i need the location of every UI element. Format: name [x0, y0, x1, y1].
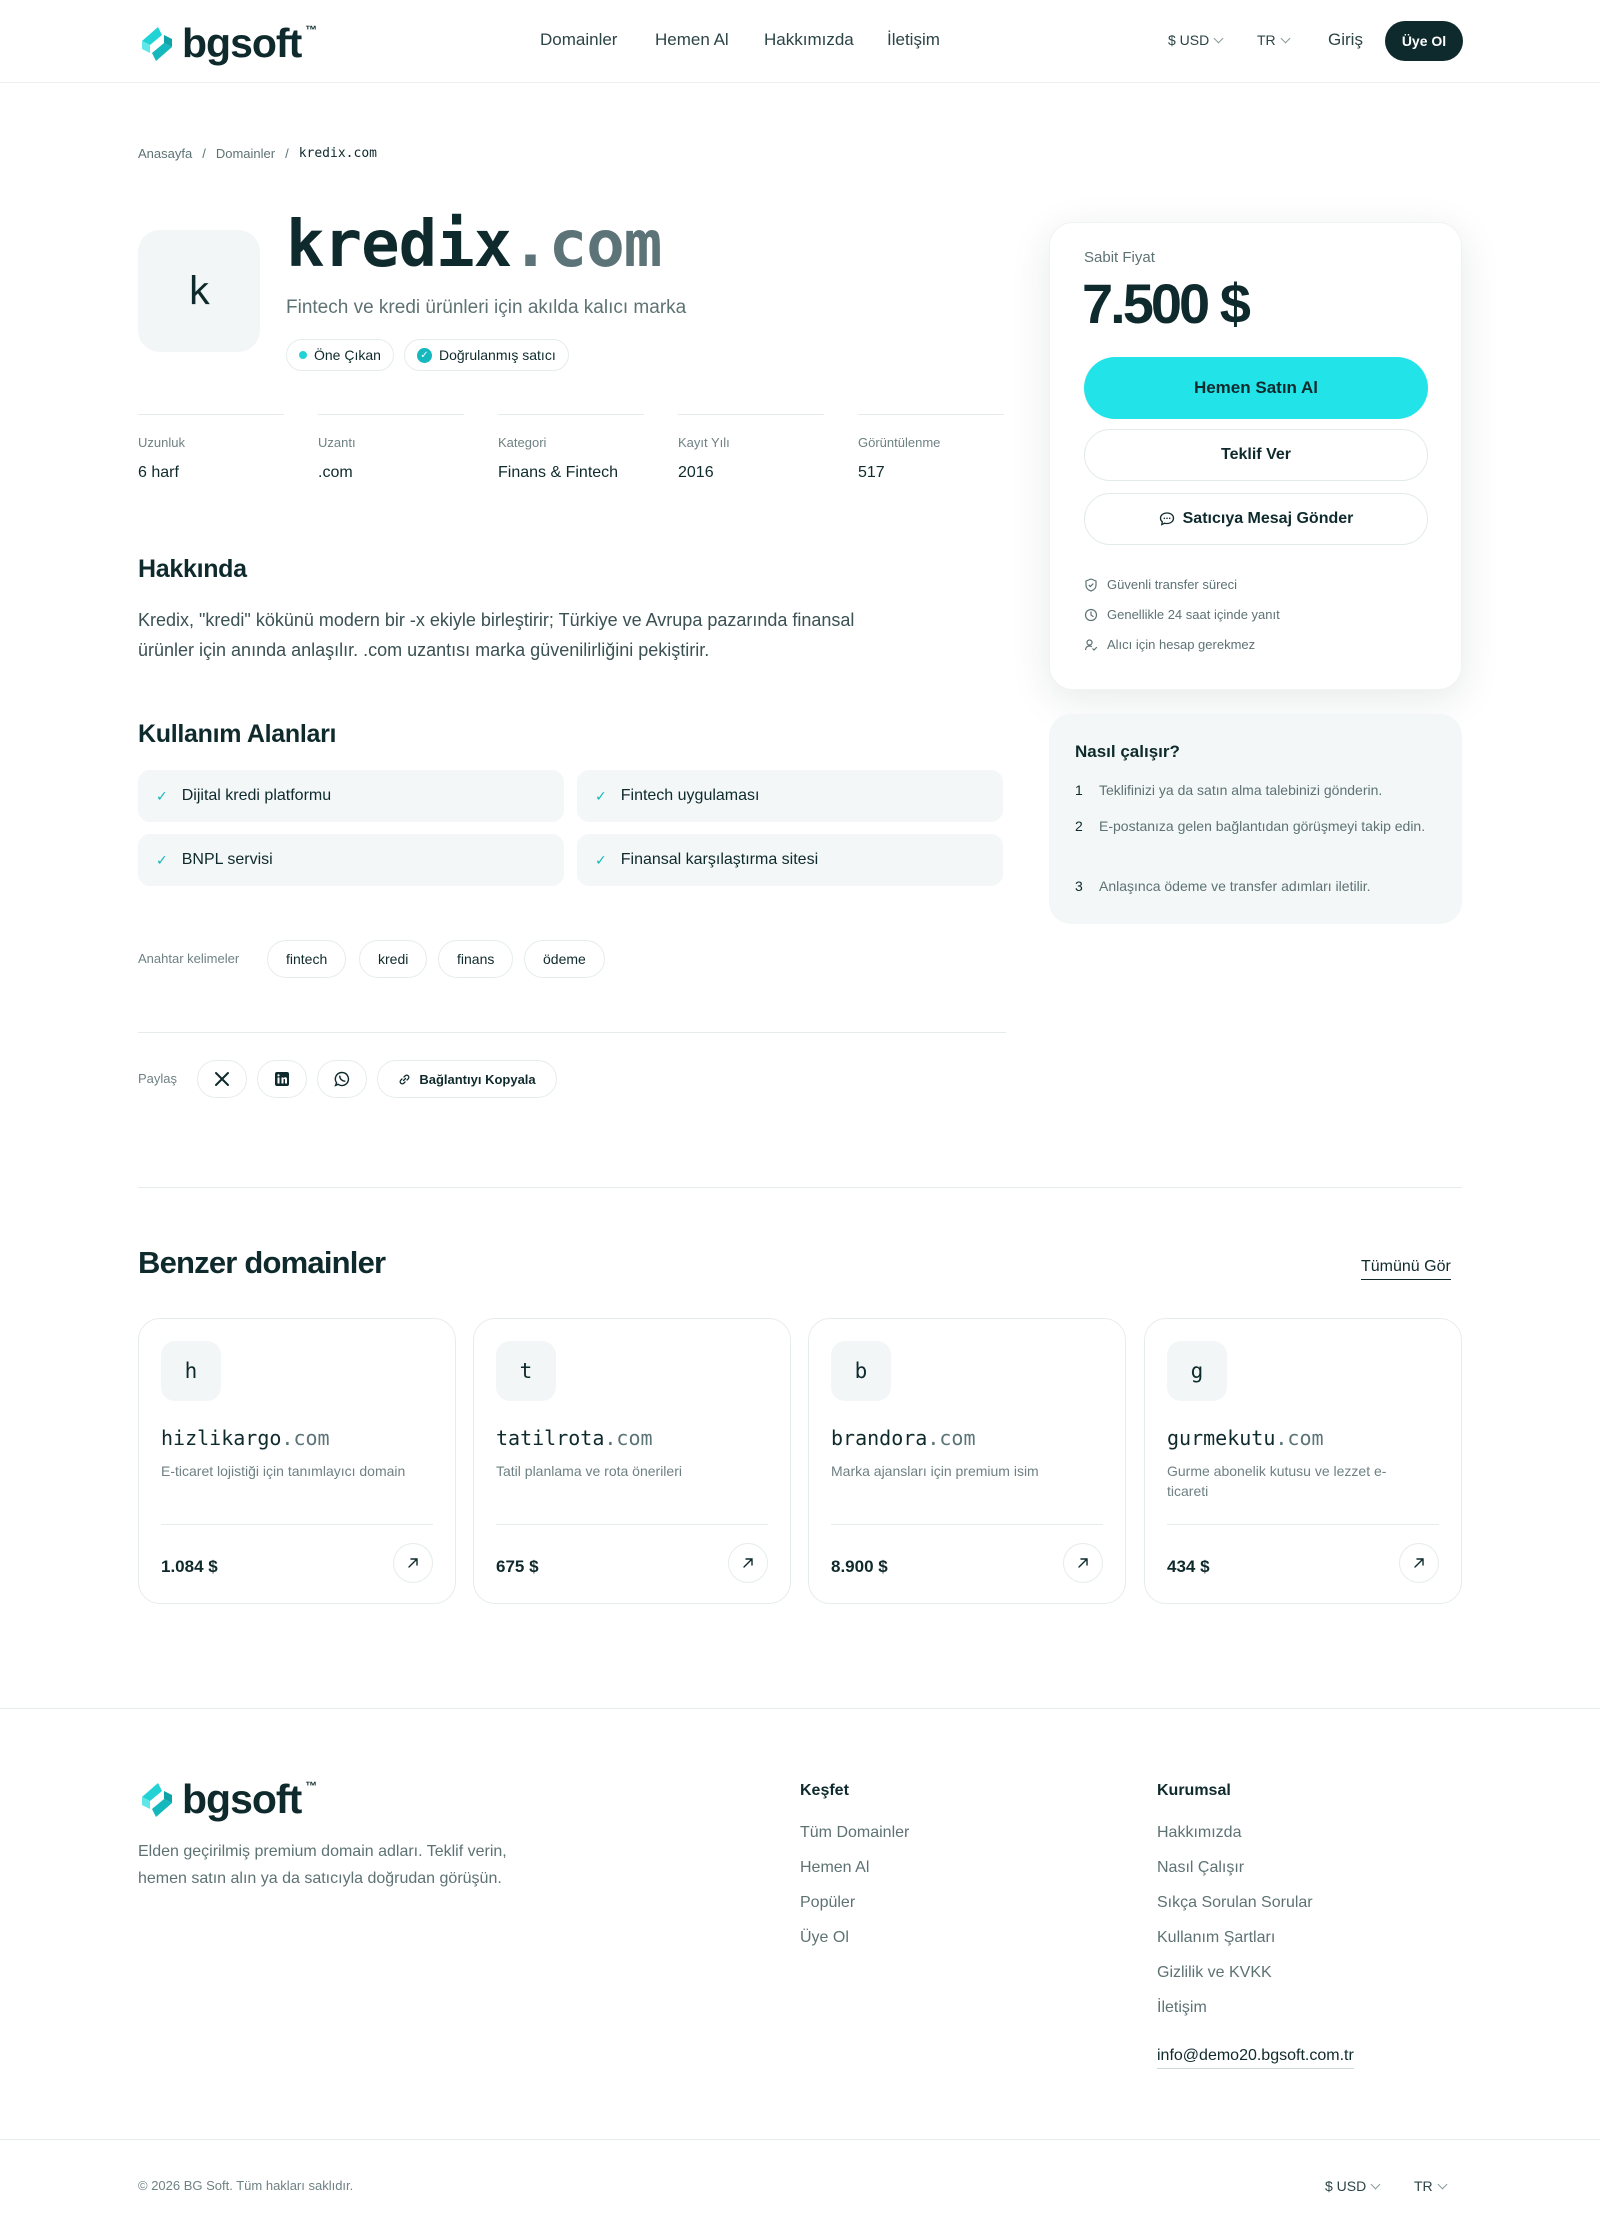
featured-badge-label: Öne Çıkan [314, 347, 381, 363]
footer-currency-select[interactable] [1325, 2178, 1379, 2194]
chevron-down-icon [1214, 33, 1224, 43]
keyword-chip[interactable]: finans [438, 940, 513, 978]
copyright: © 2026 BG Soft. Tüm hakları saklıdır. [138, 2178, 354, 2193]
use-item-label: BNPL servisi [181, 851, 273, 868]
footer-link[interactable]: Sıkça Sorulan Sorular [1157, 1894, 1313, 1911]
card-open-button[interactable] [393, 1543, 433, 1583]
stat-label: Kayıt Yılı [678, 435, 730, 450]
breadcrumb-domains[interactable]: Domainler [215, 146, 276, 161]
bgsoft-logo-icon [136, 24, 178, 64]
verified-badge-label: Doğrulanmış satıcı [439, 347, 556, 363]
stat-label: Kategori [498, 435, 547, 450]
currency-select[interactable] [1168, 32, 1222, 48]
buy-now-button[interactable]: Hemen Satın Al [1084, 357, 1428, 419]
login-link[interactable]: Giriş [1328, 30, 1363, 49]
chat-icon [1159, 511, 1175, 527]
nav-item-domainler[interactable]: Domainler [540, 30, 618, 49]
stat-registration-year [678, 414, 824, 482]
linkedin-icon [274, 1071, 290, 1087]
uses-title: Kullanım Alanları [138, 720, 337, 748]
site-header [0, 0, 1600, 83]
breadcrumb-current: kredix.com [298, 146, 377, 161]
card-divider [831, 1524, 1103, 1525]
verified-seller-badge [404, 339, 569, 371]
card-tld: .com [927, 1426, 976, 1450]
keyword-chip[interactable]: kredi [359, 940, 427, 978]
stat-value: Finans & Fintech [498, 464, 619, 481]
language-value: TR [1257, 32, 1276, 48]
domain-name: kredix [286, 208, 512, 282]
footer-language-select[interactable] [1414, 2178, 1446, 2194]
keywords-label: Anahtar kelimeler [138, 951, 240, 966]
domain-avatar: k [138, 230, 260, 352]
card-avatar: h [161, 1341, 221, 1401]
chevron-down-icon [1437, 2179, 1447, 2189]
divider [138, 1187, 1462, 1188]
arrow-up-right-icon [1076, 1556, 1090, 1570]
similar-title: Benzer domainler [138, 1245, 386, 1280]
footer-link[interactable]: Popüler [800, 1894, 856, 1911]
step-text: Anlaşınca ödeme ve transfer adımları iletilir. [1099, 878, 1371, 894]
card-open-button[interactable] [1399, 1543, 1439, 1583]
card-name: hizlikargo [161, 1426, 282, 1450]
card-open-button[interactable] [1063, 1543, 1103, 1583]
card-tld: .com [604, 1426, 653, 1450]
check-icon: ✓ [156, 851, 168, 868]
use-item [577, 834, 1003, 886]
clock-icon [1084, 608, 1098, 622]
footer-link[interactable]: İletişim [1157, 1999, 1207, 2016]
card-divider [161, 1524, 433, 1525]
step-text: Teklifinizi ya da satın alma talebinizi gönderin. [1099, 782, 1383, 798]
stat-label: Uzunluk [138, 435, 185, 450]
language-select[interactable] [1257, 32, 1289, 48]
card-description: E-ticaret lojistiği için tanımlayıcı domain [161, 1463, 406, 1479]
link-icon [398, 1073, 411, 1086]
price-value: 7.500 $ [1082, 272, 1248, 335]
nav-item-hemen-al[interactable]: Hemen Al [655, 30, 729, 49]
share-whatsapp-button[interactable] [317, 1060, 367, 1098]
step-text: E-postanıza gelen bağlantıdan görüşmeyi takip edin. [1099, 818, 1426, 834]
feature-secure-transfer [1084, 577, 1237, 592]
card-divider [496, 1524, 768, 1525]
breadcrumb [138, 146, 377, 161]
nav-item-iletisim[interactable]: İletişim [887, 30, 940, 49]
card-avatar: b [831, 1341, 891, 1401]
card-description: Marka ajansları için premium isim [831, 1463, 1039, 1479]
card-domain-name [1167, 1426, 1324, 1450]
share-x-button[interactable] [197, 1060, 247, 1098]
footer-email-link[interactable]: info@demo20.bgsoft.com.tr [1157, 2047, 1354, 2069]
card-name: brandora [831, 1426, 928, 1450]
card-domain-name [161, 1426, 330, 1450]
brand-tm: ™ [305, 1778, 318, 1793]
keyword-chip[interactable]: fintech [267, 940, 346, 978]
brand-tm: ™ [305, 22, 318, 37]
breadcrumb-home[interactable]: Anasayfa [138, 146, 193, 161]
domain-tagline: Fintech ve kredi ürünleri için akılda kalıcı marka [286, 297, 687, 318]
card-open-button[interactable] [728, 1543, 768, 1583]
card-avatar: t [496, 1341, 556, 1401]
brand-name: bgsoft [182, 1776, 302, 1822]
see-all-link[interactable]: Tümünü Gör [1361, 1258, 1451, 1280]
card-domain-name [496, 1426, 653, 1450]
card-description: Tatil planlama ve rota önerileri [496, 1463, 682, 1479]
domain-title [286, 208, 661, 282]
bgsoft-logo-icon [136, 1780, 178, 1820]
check-icon: ✓ [156, 787, 168, 804]
make-offer-button[interactable]: Teklif Ver [1084, 429, 1428, 481]
footer-logo[interactable] [136, 1776, 317, 1823]
card-domain-name [831, 1426, 976, 1450]
card-name: gurmekutu [1167, 1426, 1276, 1450]
similar-domain-card[interactable] [1144, 1318, 1462, 1604]
share-linkedin-button[interactable] [257, 1060, 307, 1098]
step-number: 3 [1075, 878, 1083, 894]
card-avatar: g [1167, 1341, 1227, 1401]
stat-value: 2016 [678, 464, 714, 481]
footer-link[interactable]: Hemen Al [800, 1859, 870, 1876]
chevron-down-icon [1371, 2179, 1381, 2189]
how-title: Nasıl çalışır? [1075, 742, 1180, 761]
step-number: 1 [1075, 782, 1083, 798]
feature-no-account [1084, 637, 1255, 652]
footer-link[interactable]: Gizlilik ve KVKK [1157, 1964, 1272, 1981]
card-tld: .com [1275, 1426, 1324, 1450]
price-card [1049, 222, 1462, 690]
stat-label: Uzantı [318, 435, 356, 450]
breadcrumb-separator: / [285, 146, 289, 161]
about-text: Kredix, "kredi" kökünü modern bir -x ekiyle birleştirir; Türkiye ve Avrupa pazarında finansal ürünler için anında anlaşılır. .com uzantısı marka güvenilirliğini pekiştirir. [138, 610, 855, 660]
use-item [138, 834, 564, 886]
message-seller-label: Satıcıya Mesaj Gönder [1182, 510, 1354, 527]
card-tld: .com [281, 1426, 330, 1450]
currency-value: $ USD [1325, 2178, 1367, 2194]
x-icon [214, 1071, 230, 1087]
share-label: Paylaş [138, 1071, 178, 1086]
use-item-label: Dijital kredi platformu [181, 787, 332, 804]
arrow-up-right-icon [741, 1556, 755, 1570]
chevron-down-icon [1280, 33, 1290, 43]
use-item [577, 770, 1003, 822]
shield-icon [1084, 578, 1098, 592]
nav-item-hakkimizda[interactable]: Hakkımızda [764, 30, 854, 49]
copy-link-label: Bağlantıyı Kopyala [419, 1071, 536, 1087]
currency-value: $ USD [1168, 32, 1210, 48]
card-description: Gurme abonelik kutusu ve lezzet e-ticareti [1167, 1463, 1387, 1499]
card-price: 675 $ [496, 1557, 539, 1576]
stat-length [138, 414, 284, 482]
card-price: 1.084 $ [161, 1557, 218, 1576]
domain-tld: .com [511, 208, 662, 282]
price-label: Sabit Fiyat [1084, 249, 1155, 266]
signup-button[interactable]: Üye Ol [1385, 21, 1463, 61]
use-item [138, 770, 564, 822]
use-item-label: Finansal karşılaştırma sitesi [620, 851, 819, 868]
footer-description: Elden geçirilmiş premium domain adları. Teklif verin, hemen satın alın ya da satıcıyla doğrudan görüşün. [138, 1843, 507, 1887]
whatsapp-icon [334, 1071, 350, 1087]
breadcrumb-separator: / [202, 146, 206, 161]
how-step [1075, 874, 1445, 898]
footer-divider [0, 1708, 1600, 1709]
footer-corporate-title: Kurumsal [1157, 1782, 1231, 1799]
footer-discover-title: Keşfet [800, 1782, 849, 1799]
featured-badge [286, 339, 394, 371]
similar-domain-card[interactable] [473, 1318, 791, 1604]
how-step [1075, 814, 1445, 838]
footer-bottom-divider [0, 2139, 1600, 2140]
about-title: Hakkında [138, 555, 247, 583]
step-number: 2 [1075, 818, 1083, 834]
feature-label: Güvenli transfer süreci [1107, 577, 1238, 592]
footer-link[interactable]: Nasıl Çalışır [1157, 1859, 1245, 1876]
brand-name: bgsoft [182, 20, 302, 66]
stat-extension [318, 414, 464, 482]
stat-category [498, 414, 644, 482]
similar-domain-card[interactable] [808, 1318, 1126, 1604]
language-value: TR [1414, 2178, 1433, 2194]
feature-response-time [1084, 607, 1280, 622]
card-name: tatilrota [496, 1426, 605, 1450]
how-step [1075, 778, 1445, 802]
check-icon: ✓ [595, 787, 607, 804]
arrow-up-right-icon [406, 1556, 420, 1570]
stat-value: .com [318, 464, 353, 481]
verified-check-icon: ✓ [417, 348, 432, 363]
dot-icon [299, 351, 307, 359]
copy-link-button[interactable] [377, 1060, 557, 1098]
brand-logo[interactable] [136, 20, 317, 67]
stat-value: 517 [858, 464, 885, 481]
feature-label: Genellikle 24 saat içinde yanıt [1107, 607, 1280, 622]
how-it-works-card [1049, 714, 1462, 924]
footer-link[interactable]: Hakkımızda [1157, 1824, 1242, 1841]
card-price: 8.900 $ [831, 1557, 888, 1576]
keyword-chip[interactable]: ödeme [524, 940, 605, 978]
stat-value: 6 harf [138, 464, 179, 481]
stat-views [858, 414, 1004, 482]
footer-link[interactable]: Tüm Domainler [800, 1824, 910, 1841]
stat-label: Görüntülenme [858, 435, 941, 450]
card-price: 434 $ [1167, 1557, 1210, 1576]
divider [138, 1032, 1006, 1033]
card-divider [1167, 1524, 1439, 1525]
message-seller-button[interactable] [1084, 493, 1428, 545]
footer-link[interactable]: Üye Ol [800, 1929, 849, 1946]
feature-label: Alıcı için hesap gerekmez [1107, 637, 1256, 652]
use-item-label: Fintech uygulaması [620, 787, 760, 804]
arrow-up-right-icon [1412, 1556, 1426, 1570]
footer-link[interactable]: Kullanım Şartları [1157, 1929, 1276, 1946]
similar-domain-card[interactable] [138, 1318, 456, 1604]
user-check-icon [1084, 638, 1098, 652]
check-icon: ✓ [595, 851, 607, 868]
